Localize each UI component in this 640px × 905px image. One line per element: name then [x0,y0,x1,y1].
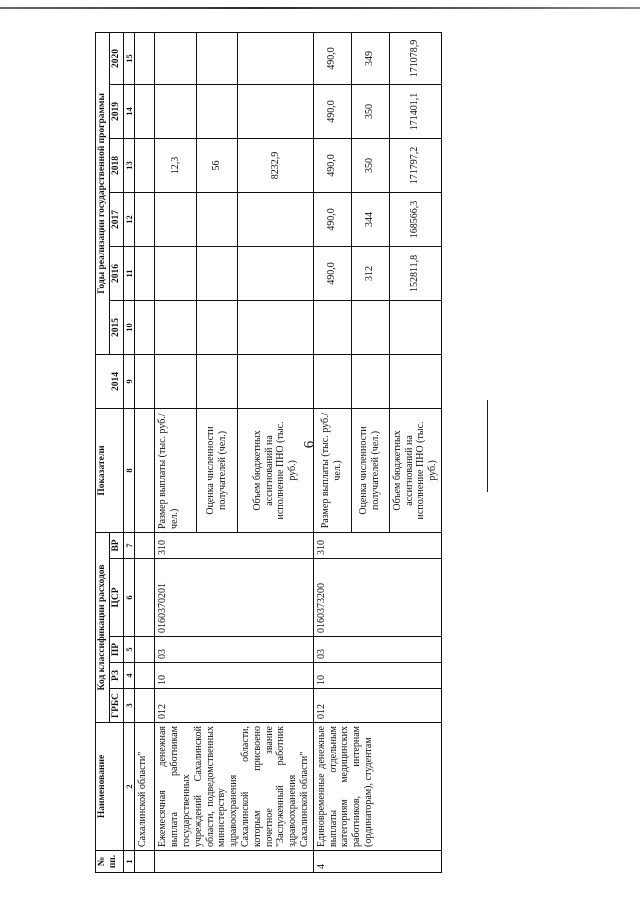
page-number: 6 [301,440,318,449]
col-index: 5 [124,637,135,663]
cell-grbs: 012 [155,689,313,723]
value-cell: 350 [351,84,389,138]
header-year-2015: 2015 [110,300,124,354]
row-name: Единовременные денежные выплаты отдельным категориям медицинских работников, интернам (ординаторам), студентам [313,723,441,851]
header-grbs: ГРБС [110,689,124,723]
col-index: 11 [124,246,135,300]
row-name: Ежемесячная денежная выплата работникам государственных учреждений Сахалинской области, подведомственных министерству здравоохранения Сахалинской области, которым присвоено почетное звание "Заслуженный работник здравоохранения Сахалинской области" [155,723,313,851]
cell-pr: 03 [313,637,441,663]
value-cell: 350 [351,138,389,192]
value-cell: 152811,8 [389,246,441,300]
row-number: 4 [313,851,441,873]
value-cell: 171797,2 [389,138,441,192]
cell-rz: 10 [313,663,441,689]
col-index: 7 [124,532,135,558]
value-cell: 490,0 [313,246,351,300]
value-cell: 349 [351,32,389,84]
indicator-label: Размер выплаты (тыс. руб./чел.) [313,408,351,532]
value-cell: 8232,9 [238,138,314,192]
col-index: 10 [124,300,135,354]
cell-csr: 0160370201 [155,559,313,637]
header-vr: ВР [110,532,124,558]
value-cell: 490,0 [313,138,351,192]
rotated-table-wrapper [95,33,439,873]
col-index: 12 [124,192,135,246]
value-cell: 344 [351,192,389,246]
header-year-2016: 2016 [110,246,124,300]
table-row [155,32,196,872]
cell-grbs: 012 [313,689,441,723]
table-row [313,32,351,872]
value-cell [351,300,389,354]
header-pr: ПР [110,637,124,663]
value-cell [313,300,351,354]
col-index: 1 [124,851,135,873]
header-name: Наименование [96,723,124,851]
col-index: 15 [124,32,135,84]
value-cell: 490,0 [313,84,351,138]
value-cell: 171078,9 [389,32,441,84]
scan-edge-line [0,7,640,9]
cell-csr: 0160373200 [313,559,441,637]
col-index: 13 [124,138,135,192]
separator-rule [487,400,488,492]
header-year-2014: 2014 [96,354,124,408]
header-year-2019: 2019 [110,84,124,138]
col-index: 6 [124,559,135,637]
row-name: Сахалинской области" [135,723,155,851]
indicator-label: Размер выплаты (тыс. руб./чел.) [155,408,196,532]
col-index: 9 [124,354,135,408]
value-cell: 12,3 [155,138,196,192]
col-index: 2 [124,723,135,851]
header-year-2020: 2020 [110,32,124,84]
col-index: 3 [124,689,135,723]
value-cell [313,354,351,408]
col-index: 8 [124,408,135,532]
header-csr: ЦСР [110,559,124,637]
cell-vr: 310 [155,532,313,558]
col-index: 14 [124,84,135,138]
value-cell [351,354,389,408]
value-cell: 56 [196,138,237,192]
col-index: 4 [124,663,135,689]
indicator-label: Объем бюджетных ассигнований на исполнение ПНО (тыс. руб.) [238,408,314,532]
value-cell: 490,0 [313,192,351,246]
value-cell: 312 [351,246,389,300]
budget-table [95,32,442,873]
indicator-label: Оценка численности получателей (чел.) [196,408,237,532]
value-cell: 168566,3 [389,192,441,246]
indicator-label: Оценка численности получателей (чел.) [351,408,389,532]
header-indicators: Показатели [96,408,124,532]
table-row [135,32,155,872]
value-cell [389,354,441,408]
header-years-group: Годы реализации государственной программы [96,32,110,354]
header-year-2017: 2017 [110,192,124,246]
value-cell [389,300,441,354]
value-cell: 171401,1 [389,84,441,138]
cell-rz: 10 [155,663,313,689]
header-no: № пп. [96,851,124,873]
cell-vr: 310 [313,532,441,558]
indicator-label: Объем бюджетных ассигнований на исполнение ПНО (тыс. руб.) [389,408,441,532]
header-year-2018: 2018 [110,138,124,192]
header-rz: РЗ [110,663,124,689]
header-code-group: Код классификации расходов [96,532,110,722]
cell-pr: 03 [155,637,313,663]
value-cell: 490,0 [313,32,351,84]
